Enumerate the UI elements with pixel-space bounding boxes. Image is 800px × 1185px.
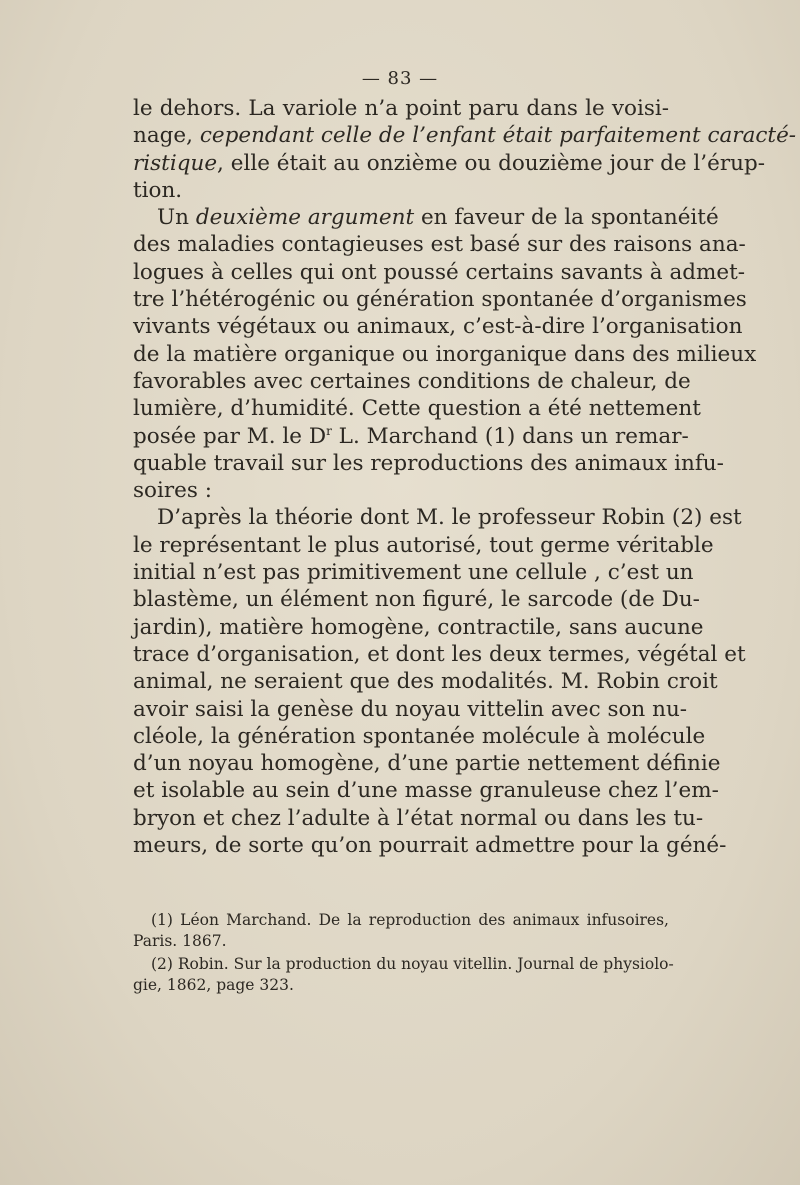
text-line: tion. [133, 177, 183, 203]
main-text [133, 95, 797, 859]
text-line: D’après la théorie dont M. le professeur Robin (2) est [157, 505, 742, 531]
text-line: favorables avec certaines conditions de chaleur, de [133, 368, 691, 394]
text-line: le représentant le plus autorisé, tout germe véritable [133, 532, 714, 558]
text-line: d’un noyau homogène, d’une partie nettement définie [133, 751, 721, 777]
text-line: cléole, la génération spontanée molécule à molécule [133, 723, 706, 749]
text-line: vivants végétaux ou animaux, c’est-à-dire l’organisation [133, 314, 743, 340]
text-line: et isolable au sein d’une masse granuleuse chez l’em- [133, 778, 719, 804]
text-line: posée par M. le $D^r$ L. Marchand (1) dans un remar- [133, 423, 689, 449]
text-line: initial n’est pas primitivement une cellule , c’est un [133, 560, 694, 586]
text-line: de la matière organique ou inorganique dans des milieux [133, 341, 757, 367]
text-line: ristique, elle était au onzième ou douzième jour de l’érup- [133, 150, 765, 176]
page-number: — 83 — [361, 68, 439, 89]
text-line: tre l’hétérogénic ou génération spontanée d’organismes [133, 287, 747, 313]
text-line: gie, 1862, page 323. [133, 976, 294, 994]
paragraph-1 [133, 95, 797, 204]
text-line: quable travail sur les reproductions des animaux infu- [133, 450, 724, 476]
text-line: le dehors. La variole n’a point paru dans le voisi- [133, 96, 669, 121]
text-line: meurs, de sorte qu’on pourrait admettre pour la géné- [133, 833, 727, 859]
text-line: avoir saisi la genèse du noyau vittelin avec son nu- [133, 696, 688, 722]
footnote-1 [133, 910, 669, 952]
text-line: animal, ne seraient que des modalités. M. Robin croit [133, 669, 718, 695]
text-line: Un deuxième argument en faveur de la spontanéité [157, 205, 719, 231]
text-line: logues à celles qui ont poussé certains savants à admet- [133, 259, 746, 285]
text-line: lumière, d’humidité. Cette question a été nettement [133, 396, 701, 422]
text-line: bryon et chez l’adulte à l’état normal ou dans les tu- [133, 805, 704, 831]
text-line: blastème, un élément non figuré, le sarcode (de Du- [133, 587, 700, 613]
text-line: trace d’organisation, et dont les deux termes, végétal et [133, 641, 746, 667]
text-line: des maladies contagieuses est basé sur des raisons ana- [133, 232, 746, 258]
paragraph-2 [133, 204, 757, 504]
text-line: (1) Léon Marchand. De la reproduction des animaux infusoires, [151, 911, 669, 929]
text-line: jardin), matière homogène, contractile, sans aucune [133, 614, 704, 640]
paragraph-3 [133, 504, 746, 859]
footnotes [133, 910, 674, 996]
text-line: (2) Robin. Sur la production du noyau vitellin. Journal de physiolo- [151, 955, 674, 973]
footnote-2 [133, 954, 674, 996]
text-line: nage, cependant celle de l’enfant était parfaitement caracté- [133, 123, 797, 149]
text-line: Paris. 1867. [133, 932, 227, 950]
text-line: soires : [133, 478, 212, 504]
